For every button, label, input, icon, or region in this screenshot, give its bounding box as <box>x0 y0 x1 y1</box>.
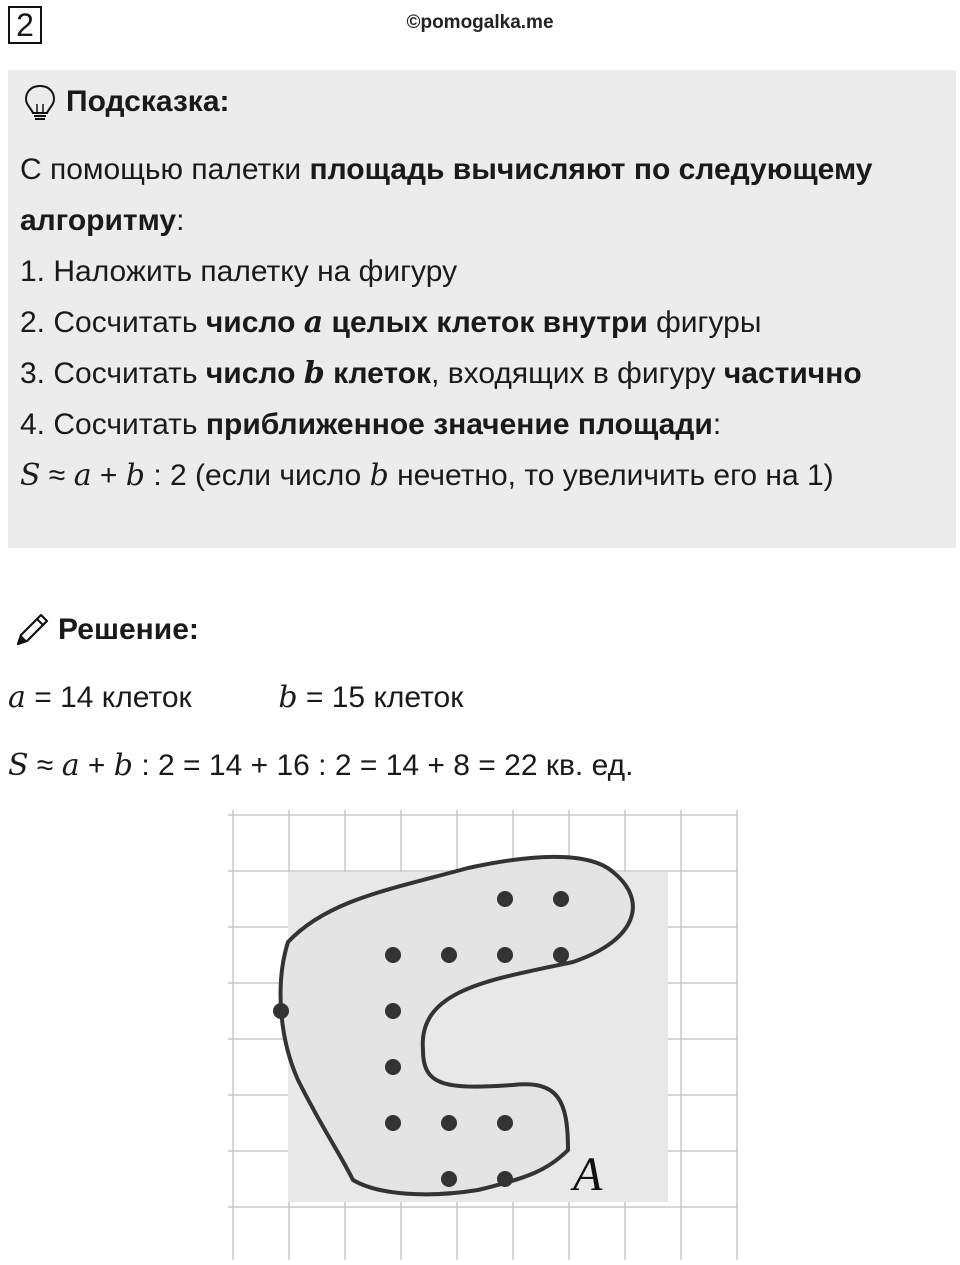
figure-dot <box>553 947 569 963</box>
calc-S: S <box>8 748 29 783</box>
step3-text: 3. Сосчитать <box>20 357 206 390</box>
sol-b-var: b <box>278 680 298 715</box>
step4-tail: : <box>712 408 722 441</box>
solution-title: Решение: <box>58 613 199 646</box>
solution-header <box>10 608 199 652</box>
figure-dot <box>553 891 569 907</box>
hint-step-3 <box>20 348 950 399</box>
hint-title: Подсказка: <box>66 85 230 118</box>
hint-formula <box>20 450 950 501</box>
hint-intro-tail: : <box>176 204 185 237</box>
hint-intro-bold: площадь вычисляют по следующему алгоритму <box>20 153 873 237</box>
step4-text: 4. Сосчитать <box>20 408 206 441</box>
figure-dot <box>497 1171 513 1187</box>
sol-a-text: = 14 клеток <box>25 681 192 714</box>
step3-var: b <box>303 356 325 391</box>
figure-dot <box>497 891 513 907</box>
step2-tail: фигуры <box>647 306 762 339</box>
hint-text <box>20 144 950 501</box>
formula-plus: + <box>91 459 126 492</box>
step2-var: a <box>303 305 324 340</box>
figure-dot <box>385 1059 401 1075</box>
step3-mid: , входящих в фигуру <box>431 357 724 390</box>
task-number: 2 <box>8 6 42 44</box>
sol-a-var: a <box>8 680 26 715</box>
calc-plus: + <box>79 749 114 782</box>
calc-rest: : 2 = 14 + 16 : 2 = 14 + 8 = 22 кв. ед. <box>133 749 634 782</box>
figure-dot <box>273 1003 289 1019</box>
step2-text: 2. Сосчитать <box>20 306 206 339</box>
calc-a: a <box>61 748 80 783</box>
calc-approx: ≈ <box>28 749 62 782</box>
formula-rest: : 2 (если число <box>145 459 370 492</box>
hint-step-1: 1. Наложить палетку на фигуру <box>20 255 458 288</box>
figure-dot <box>385 947 401 963</box>
calc-b: b <box>113 748 134 783</box>
pencil-icon <box>10 608 54 652</box>
figure-dot <box>441 1171 457 1187</box>
lightbulb-icon <box>20 82 60 122</box>
step2-bold: число <box>205 306 304 339</box>
formula-end: нечетно, то увеличить его на 1) <box>388 459 834 492</box>
hint-step-2 <box>20 297 950 348</box>
formula-b2: b <box>369 458 389 493</box>
figure-dot <box>497 947 513 963</box>
figure-dot <box>497 1115 513 1131</box>
figure-dot <box>385 1003 401 1019</box>
formula-a: a <box>73 458 92 493</box>
figure-label: A <box>573 1148 603 1201</box>
step2-bold-tail: целых клеток внутри <box>323 306 648 339</box>
sol-b-text: = 15 клеток <box>297 681 464 714</box>
step3-bold: число <box>205 357 304 390</box>
palette-figure <box>228 810 738 1260</box>
figure-dot <box>385 1115 401 1131</box>
hint-panel <box>8 70 956 548</box>
watermark: ©pomogalka.me <box>406 12 554 33</box>
formula-S: S <box>20 458 41 493</box>
step3-bold-end: частично <box>723 357 862 390</box>
figure-dot <box>441 1115 457 1131</box>
figure-dot <box>441 947 457 963</box>
formula-approx: ≈ <box>40 459 74 492</box>
hint-intro-plain: С помощью палетки <box>20 153 310 186</box>
step3-bold-tail: клеток <box>324 357 432 390</box>
solution-values <box>8 680 463 715</box>
step4-bold: приближенное значение площади <box>205 408 713 441</box>
solution-calculation <box>8 748 633 783</box>
hint-step-4 <box>20 399 950 450</box>
hint-intro <box>20 144 950 246</box>
hint-header <box>20 82 230 122</box>
formula-b: b <box>125 458 146 493</box>
